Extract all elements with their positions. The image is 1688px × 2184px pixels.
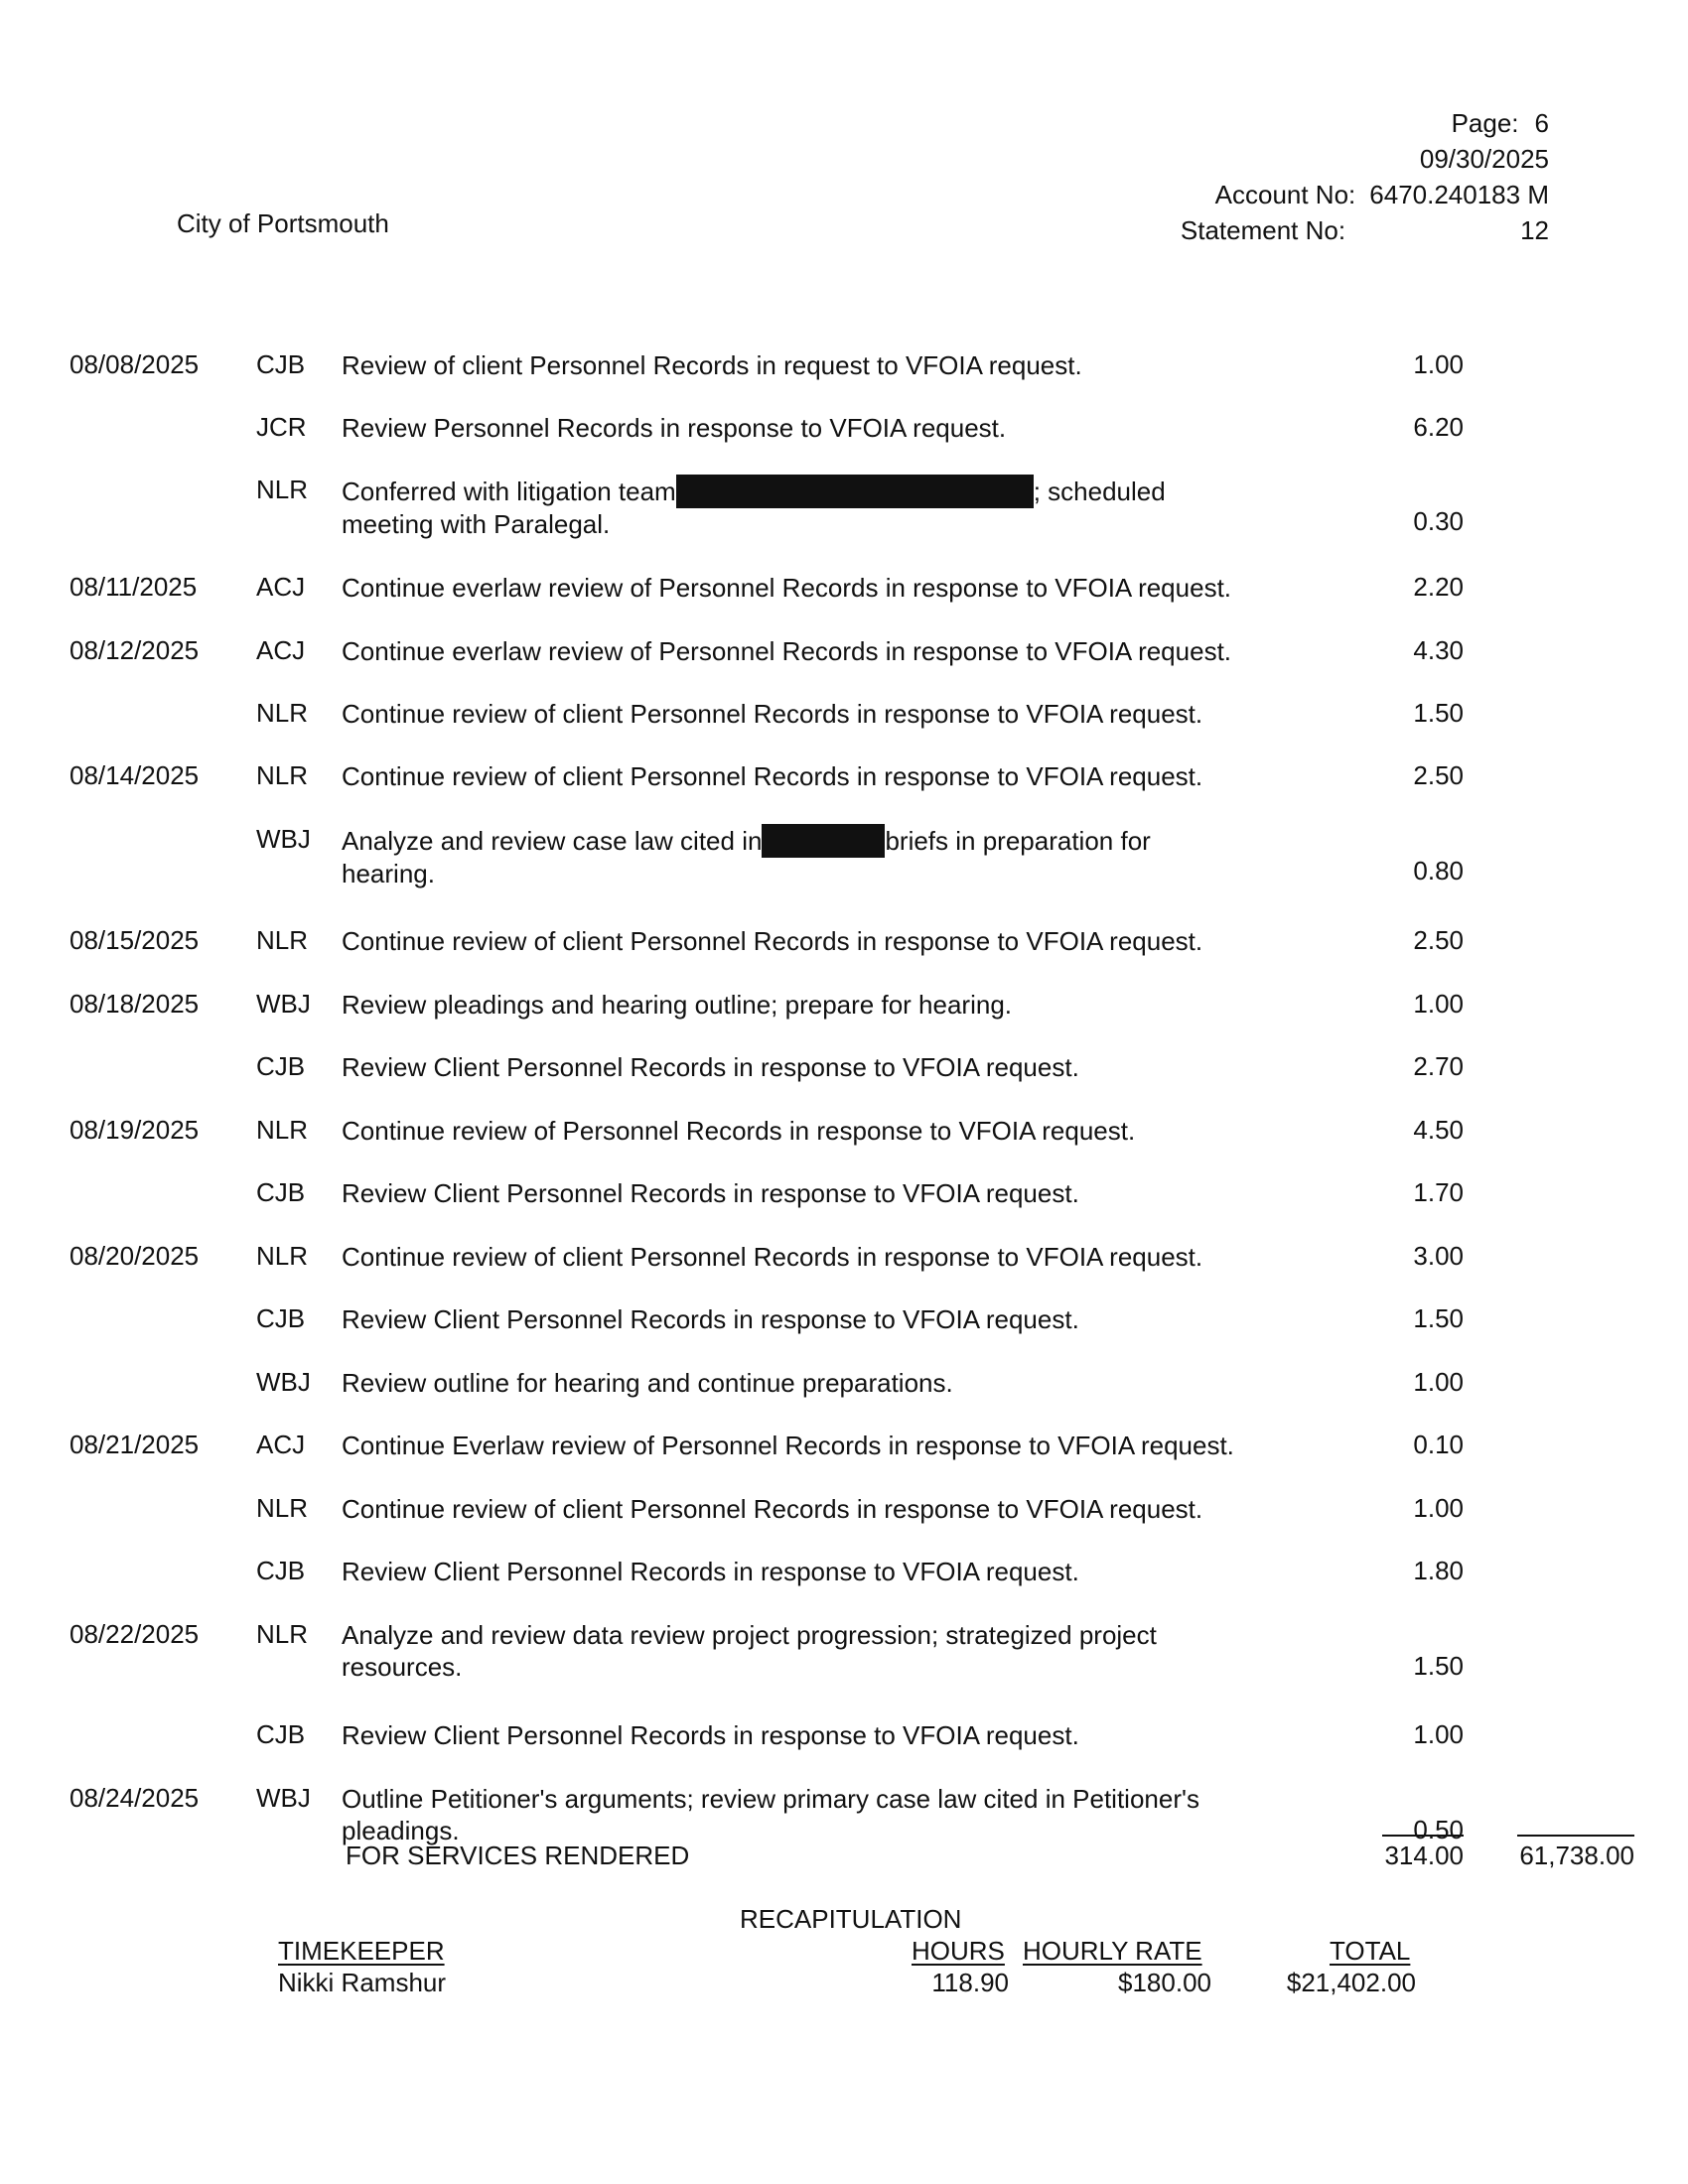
description-line: Continue everlaw review of Personnel Records in response to VFOIA request.	[342, 636, 1232, 666]
description-line: pleadings.	[342, 1816, 460, 1845]
entry-hours: 2.70	[1413, 1051, 1464, 1081]
description-text: ; scheduled	[1033, 477, 1166, 506]
entry-description	[342, 1051, 1275, 1083]
entry-description	[342, 1719, 1275, 1751]
entry-description	[342, 925, 1275, 957]
entry-timekeeper: CJB	[256, 349, 306, 379]
entry-hours: 1.00	[1413, 1719, 1464, 1749]
total-amount: 61,738.00	[1519, 1841, 1634, 1870]
recap-rate: $180.00	[1118, 1968, 1211, 1997]
recap-total: $21,402.00	[1286, 1968, 1416, 1997]
entry-hours: 1.80	[1413, 1556, 1464, 1585]
entry-hours: 0.30	[1413, 506, 1464, 536]
entry-description	[342, 1177, 1275, 1209]
page-number: 6	[1534, 108, 1549, 138]
entry-timekeeper: ACJ	[256, 1430, 306, 1459]
entry-hours: 1.00	[1413, 989, 1464, 1019]
entry-hours: 3.00	[1413, 1241, 1464, 1271]
entry-description	[342, 1367, 1275, 1399]
description-line: resources.	[342, 1652, 463, 1682]
entry-timekeeper: NLR	[256, 1493, 309, 1523]
redaction-block	[762, 824, 885, 858]
entry-hours: 2.50	[1413, 760, 1464, 790]
entry-date: 08/21/2025	[70, 1430, 200, 1459]
entry-hours: 0.80	[1413, 856, 1464, 886]
entry-description	[342, 1493, 1275, 1525]
description-line: Review Client Personnel Records in response to VFOIA request.	[342, 1052, 1079, 1082]
description-line: hearing.	[342, 859, 435, 888]
entry-hours: 0.10	[1413, 1430, 1464, 1459]
entry-timekeeper: NLR	[256, 698, 309, 728]
account-number: 6470.240183 M	[1369, 180, 1549, 209]
description-line: Analyze and review data review project progression; strategized project	[342, 1620, 1157, 1650]
entry-timekeeper: ACJ	[256, 572, 306, 602]
recap-title: RECAPITULATION	[740, 1904, 962, 1934]
recap-col-rate: HOURLY RATE	[1023, 1936, 1202, 1966]
entry-date: 08/24/2025	[70, 1783, 200, 1813]
entry-timekeeper: NLR	[256, 1241, 309, 1271]
statement-header	[1181, 105, 1549, 248]
entry-hours: 1.00	[1413, 1493, 1464, 1523]
entry-date: 08/08/2025	[70, 349, 200, 379]
entry-hours: 2.50	[1413, 925, 1464, 955]
description-line: Continue review of client Personnel Records in response to VFOIA request.	[342, 761, 1203, 791]
entry-description	[342, 698, 1275, 730]
entry-description	[342, 635, 1275, 667]
description-line: Review of client Personnel Records in request to VFOIA request.	[342, 350, 1082, 380]
description-line: Review Client Personnel Records in response to VFOIA request.	[342, 1557, 1079, 1586]
entry-timekeeper: NLR	[256, 925, 309, 955]
entry-description	[342, 1556, 1275, 1587]
description-text: Analyze and review case law cited in	[342, 826, 763, 856]
account-row	[1181, 177, 1549, 212]
entry-description	[342, 572, 1275, 604]
page-row	[1181, 105, 1549, 141]
description-line: Review outline for hearing and continue preparations.	[342, 1368, 953, 1398]
page-label: Page:	[1451, 108, 1519, 138]
entry-description	[342, 412, 1275, 444]
entry-description	[342, 760, 1275, 792]
recap-col-hours: HOURS	[912, 1936, 1005, 1966]
statement-row	[1181, 212, 1549, 248]
amount-total-rule	[1517, 1835, 1634, 1837]
client-name: City of Portsmouth	[177, 208, 389, 238]
entry-timekeeper: ACJ	[256, 635, 306, 665]
description-line: Continue review of client Personnel Records in response to VFOIA request.	[342, 1494, 1203, 1524]
entry-timekeeper: CJB	[256, 1051, 306, 1081]
entry-hours: 0.50	[1413, 1815, 1464, 1844]
entry-description	[342, 1430, 1275, 1461]
entry-description	[342, 824, 1275, 889]
statement-number: 12	[1520, 215, 1549, 245]
entry-timekeeper: CJB	[256, 1719, 306, 1749]
entry-description	[342, 475, 1275, 540]
entry-hours: 1.00	[1413, 349, 1464, 379]
entry-hours: 1.70	[1413, 1177, 1464, 1207]
entry-date: 08/11/2025	[70, 572, 198, 602]
entry-timekeeper: JCR	[256, 412, 307, 442]
recap-col-total: TOTAL	[1330, 1936, 1411, 1966]
description-line: Review Client Personnel Records in response to VFOIA request.	[342, 1720, 1079, 1750]
entry-hours: 1.50	[1413, 698, 1464, 728]
total-hours: 314.00	[1384, 1841, 1464, 1870]
entry-date: 08/14/2025	[70, 760, 200, 790]
entry-timekeeper: WBJ	[256, 824, 311, 854]
recap-col-timekeeper: TIMEKEEPER	[278, 1936, 445, 1966]
entry-description	[342, 349, 1275, 381]
entry-timekeeper: CJB	[256, 1303, 306, 1333]
description-line: Review Client Personnel Records in response to VFOIA request.	[342, 1178, 1079, 1208]
entry-timekeeper: CJB	[256, 1177, 306, 1207]
description-line: Review Personnel Records in response to VFOIA request.	[342, 413, 1007, 443]
services-rendered-label: FOR SERVICES RENDERED	[346, 1841, 690, 1870]
entry-timekeeper: CJB	[256, 1556, 306, 1585]
entry-hours: 1.50	[1413, 1303, 1464, 1333]
entry-timekeeper: WBJ	[256, 1783, 311, 1813]
description-line: Review pleadings and hearing outline; prepare for hearing.	[342, 990, 1012, 1020]
description-line: Review Client Personnel Records in response to VFOIA request.	[342, 1304, 1079, 1334]
entry-date: 08/18/2025	[70, 989, 200, 1019]
description-line: meeting with Paralegal.	[342, 509, 611, 539]
entry-timekeeper: WBJ	[256, 989, 311, 1019]
entry-timekeeper: NLR	[256, 1115, 309, 1145]
entry-date: 08/19/2025	[70, 1115, 200, 1145]
description-line	[342, 475, 1275, 508]
entry-date: 08/12/2025	[70, 635, 200, 665]
account-label: Account No:	[1214, 180, 1356, 209]
entry-hours: 4.50	[1413, 1115, 1464, 1145]
description-line: Continue review of client Personnel Records in response to VFOIA request.	[342, 926, 1203, 956]
redaction-block	[676, 475, 1034, 508]
entry-description	[342, 1115, 1275, 1147]
entry-date: 08/15/2025	[70, 925, 200, 955]
description-line: Continue Everlaw review of Personnel Records in response to VFOIA request.	[342, 1431, 1234, 1460]
entry-description	[342, 1619, 1275, 1683]
recap-hours: 118.90	[931, 1968, 1009, 1997]
entry-description	[342, 1783, 1275, 1846]
description-line: Continue review of client Personnel Records in response to VFOIA request.	[342, 1242, 1203, 1272]
description-line: Continue review of Personnel Records in response to VFOIA request.	[342, 1116, 1136, 1146]
description-text: Conferred with litigation team	[342, 477, 676, 506]
entry-timekeeper: WBJ	[256, 1367, 311, 1397]
entry-hours: 4.30	[1413, 635, 1464, 665]
entry-hours: 6.20	[1413, 412, 1464, 442]
entry-hours: 1.50	[1413, 1651, 1464, 1681]
entry-description	[342, 989, 1275, 1021]
entry-timekeeper: NLR	[256, 760, 309, 790]
entry-date: 08/22/2025	[70, 1619, 200, 1649]
entry-timekeeper: NLR	[256, 475, 309, 504]
description-line: Continue review of client Personnel Records in response to VFOIA request.	[342, 699, 1203, 729]
hours-total-rule	[1382, 1835, 1464, 1837]
recap-timekeeper-name: Nikki Ramshur	[278, 1968, 447, 1997]
description-line: Outline Petitioner's arguments; review primary case law cited in Petitioner's	[342, 1784, 1199, 1814]
description-line	[342, 824, 1275, 858]
statement-label: Statement No:	[1180, 215, 1346, 245]
entry-description	[342, 1241, 1275, 1273]
entry-hours: 1.00	[1413, 1367, 1464, 1397]
statement-date: 09/30/2025	[1419, 144, 1549, 174]
entry-description	[342, 1303, 1275, 1335]
description-text: briefs in preparation for	[885, 826, 1151, 856]
entry-timekeeper: NLR	[256, 1619, 309, 1649]
entry-date: 08/20/2025	[70, 1241, 200, 1271]
entry-hours: 2.20	[1413, 572, 1464, 602]
description-line: Continue everlaw review of Personnel Records in response to VFOIA request.	[342, 573, 1232, 603]
